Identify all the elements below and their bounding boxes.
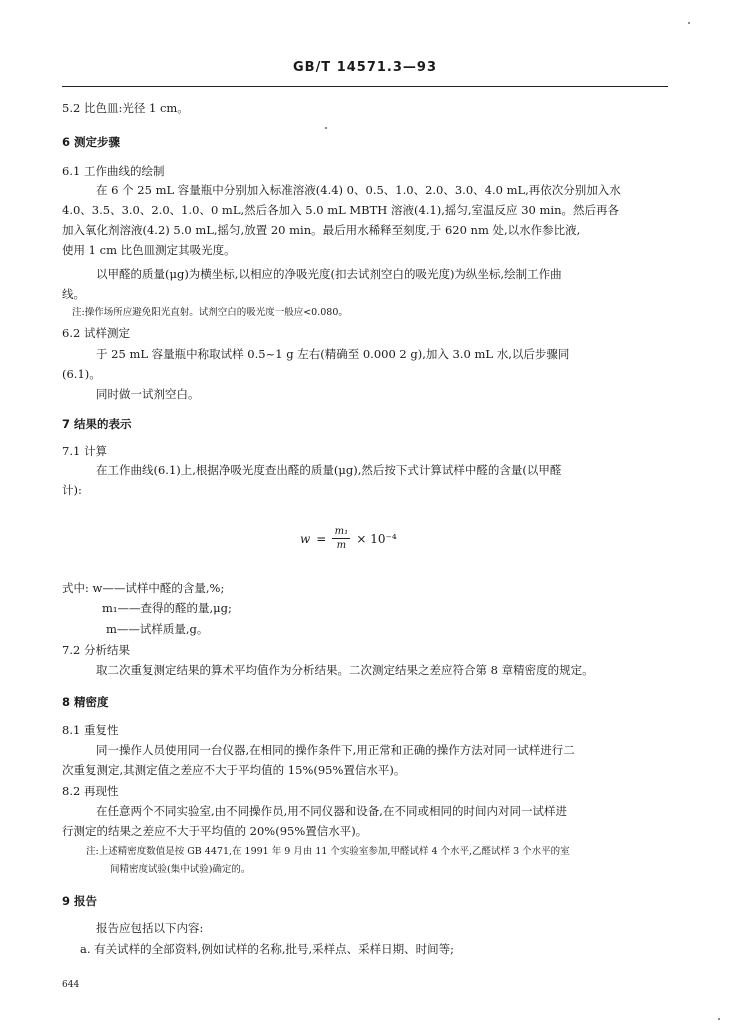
page-number: 644 xyxy=(62,980,80,990)
formula-denominator: m xyxy=(336,540,347,551)
header-rule xyxy=(62,86,668,87)
text-line-l28: 8.2 再现性 xyxy=(62,784,119,798)
formula-fraction xyxy=(332,526,350,551)
text-line-l15: 7 结果的表示 xyxy=(62,417,132,431)
fraction-bar xyxy=(332,538,350,539)
text-line-l19: 式中: w——试样中醛的含量,%; xyxy=(62,581,225,595)
text-line-l12: 于 25 mL 容量瓶中称取试样 0.5~1 g 左右(精确至 0.000 2 g),加入 3.0 mL 水,以后步骤同 xyxy=(96,347,570,361)
text-line-l06: 加入氧化剂溶液(4.2) 5.0 mL,摇匀,放置 20 min。最后用水稀释至刻度,于 620 nm 处,以水作参比液, xyxy=(62,223,581,237)
text-line-l05: 4.0、3.5、3.0、2.0、1.0、0 mL,然后各加入 5.0 mL MBTH 溶液(4.1),摇匀,室温反应 30 min。然后再各 xyxy=(62,203,619,217)
scan-speck xyxy=(718,1018,720,1020)
text-line-l17: 在工作曲线(6.1)上,根据净吸光度查出醛的质量(μg),然后按下式计算试样中醛的含量(以甲醛 xyxy=(96,463,562,477)
text-line-l29: 在任意两个不同实验室,由不同操作员,用不同仪器和设备,在不同或相同的时间内对同一试样进 xyxy=(96,804,567,818)
text-line-l20: m₁——查得的醛的量,μg; xyxy=(102,601,232,615)
text-line-l14: 同时做一试剂空白。 xyxy=(96,387,200,401)
text-line-l32: 间精密度试验(集中试验)确定的。 xyxy=(110,864,251,875)
formula-numerator: m₁ xyxy=(334,526,349,537)
standard-header: GB/T 14571.3—93 xyxy=(292,60,438,75)
text-line-l23: 取二次重复测定结果的算术平均值作为分析结果。二次测定结果之差应符合第 8 章精密度的规定。 xyxy=(96,663,594,677)
text-line-l33: 9 报告 xyxy=(62,894,98,908)
text-line-l35: a. 有关试样的全部资料,例如试样的名称,批号,采样点、采样日期、时间等; xyxy=(80,942,455,956)
text-line-l13: (6.1)。 xyxy=(62,367,101,381)
text-line-l21: m——试样质量,g。 xyxy=(106,622,209,636)
text-line-l18: 计): xyxy=(62,483,82,497)
text-line-l27: 次重复测定,其测定值之差应不大于平均值的 15%(95%置信水平)。 xyxy=(62,763,406,777)
text-line-l26: 同一操作人员使用同一台仪器,在相同的操作条件下,用正常和正确的操作方法对同一试样进行二 xyxy=(96,743,575,757)
text-line-l31: 注:上述精密度数值是按 GB 4471,在 1991 年 9 月由 11 个实验室参加,甲醛试样 4 个水平,乙醛试样 3 个水平的室 xyxy=(86,846,570,857)
text-line-l08: 以甲醛的质量(μg)为横坐标,以相应的净吸光度(扣去试剂空白的吸光度)为纵坐标,绘制工作曲 xyxy=(96,267,562,281)
text-line-l34: 报告应包括以下内容: xyxy=(96,921,204,935)
text-line-l02: 6 测定步骤 xyxy=(62,135,121,149)
text-line-l07: 使用 1 cm 比色皿测定其吸光度。 xyxy=(62,243,236,257)
text-line-l25: 8.1 重复性 xyxy=(62,723,119,737)
formula-tail: × 10⁻⁴ xyxy=(356,531,397,546)
text-line-l09: 线。 xyxy=(62,287,85,301)
formula-eq: = xyxy=(316,531,327,546)
text-line-l01: 5.2 比色皿:光径 1 cm。 xyxy=(62,101,189,115)
formula-lhs: w xyxy=(300,531,311,546)
text-line-l11: 6.2 试样测定 xyxy=(62,326,130,340)
formula xyxy=(300,526,397,551)
text-line-l24: 8 精密度 xyxy=(62,695,109,709)
text-line-l22: 7.2 分析结果 xyxy=(62,643,130,657)
scan-speck xyxy=(688,22,690,24)
text-line-l30: 行测定的结果之差应不大于平均值的 20%(95%置信水平)。 xyxy=(62,824,368,838)
text-line-l03: 6.1 工作曲线的绘制 xyxy=(62,164,165,178)
text-line-l10: 注:操作场所应避免阳光直射。试剂空白的吸光度一般应<0.080。 xyxy=(72,307,348,318)
text-line-l16: 7.1 计算 xyxy=(62,444,107,458)
text-line-l04: 在 6 个 25 mL 容量瓶中分别加入标准溶液(4.4) 0、0.5、1.0、2.0、3.0、4.0 mL,再依次分别加入水 xyxy=(96,183,621,197)
scan-speck xyxy=(325,127,327,129)
